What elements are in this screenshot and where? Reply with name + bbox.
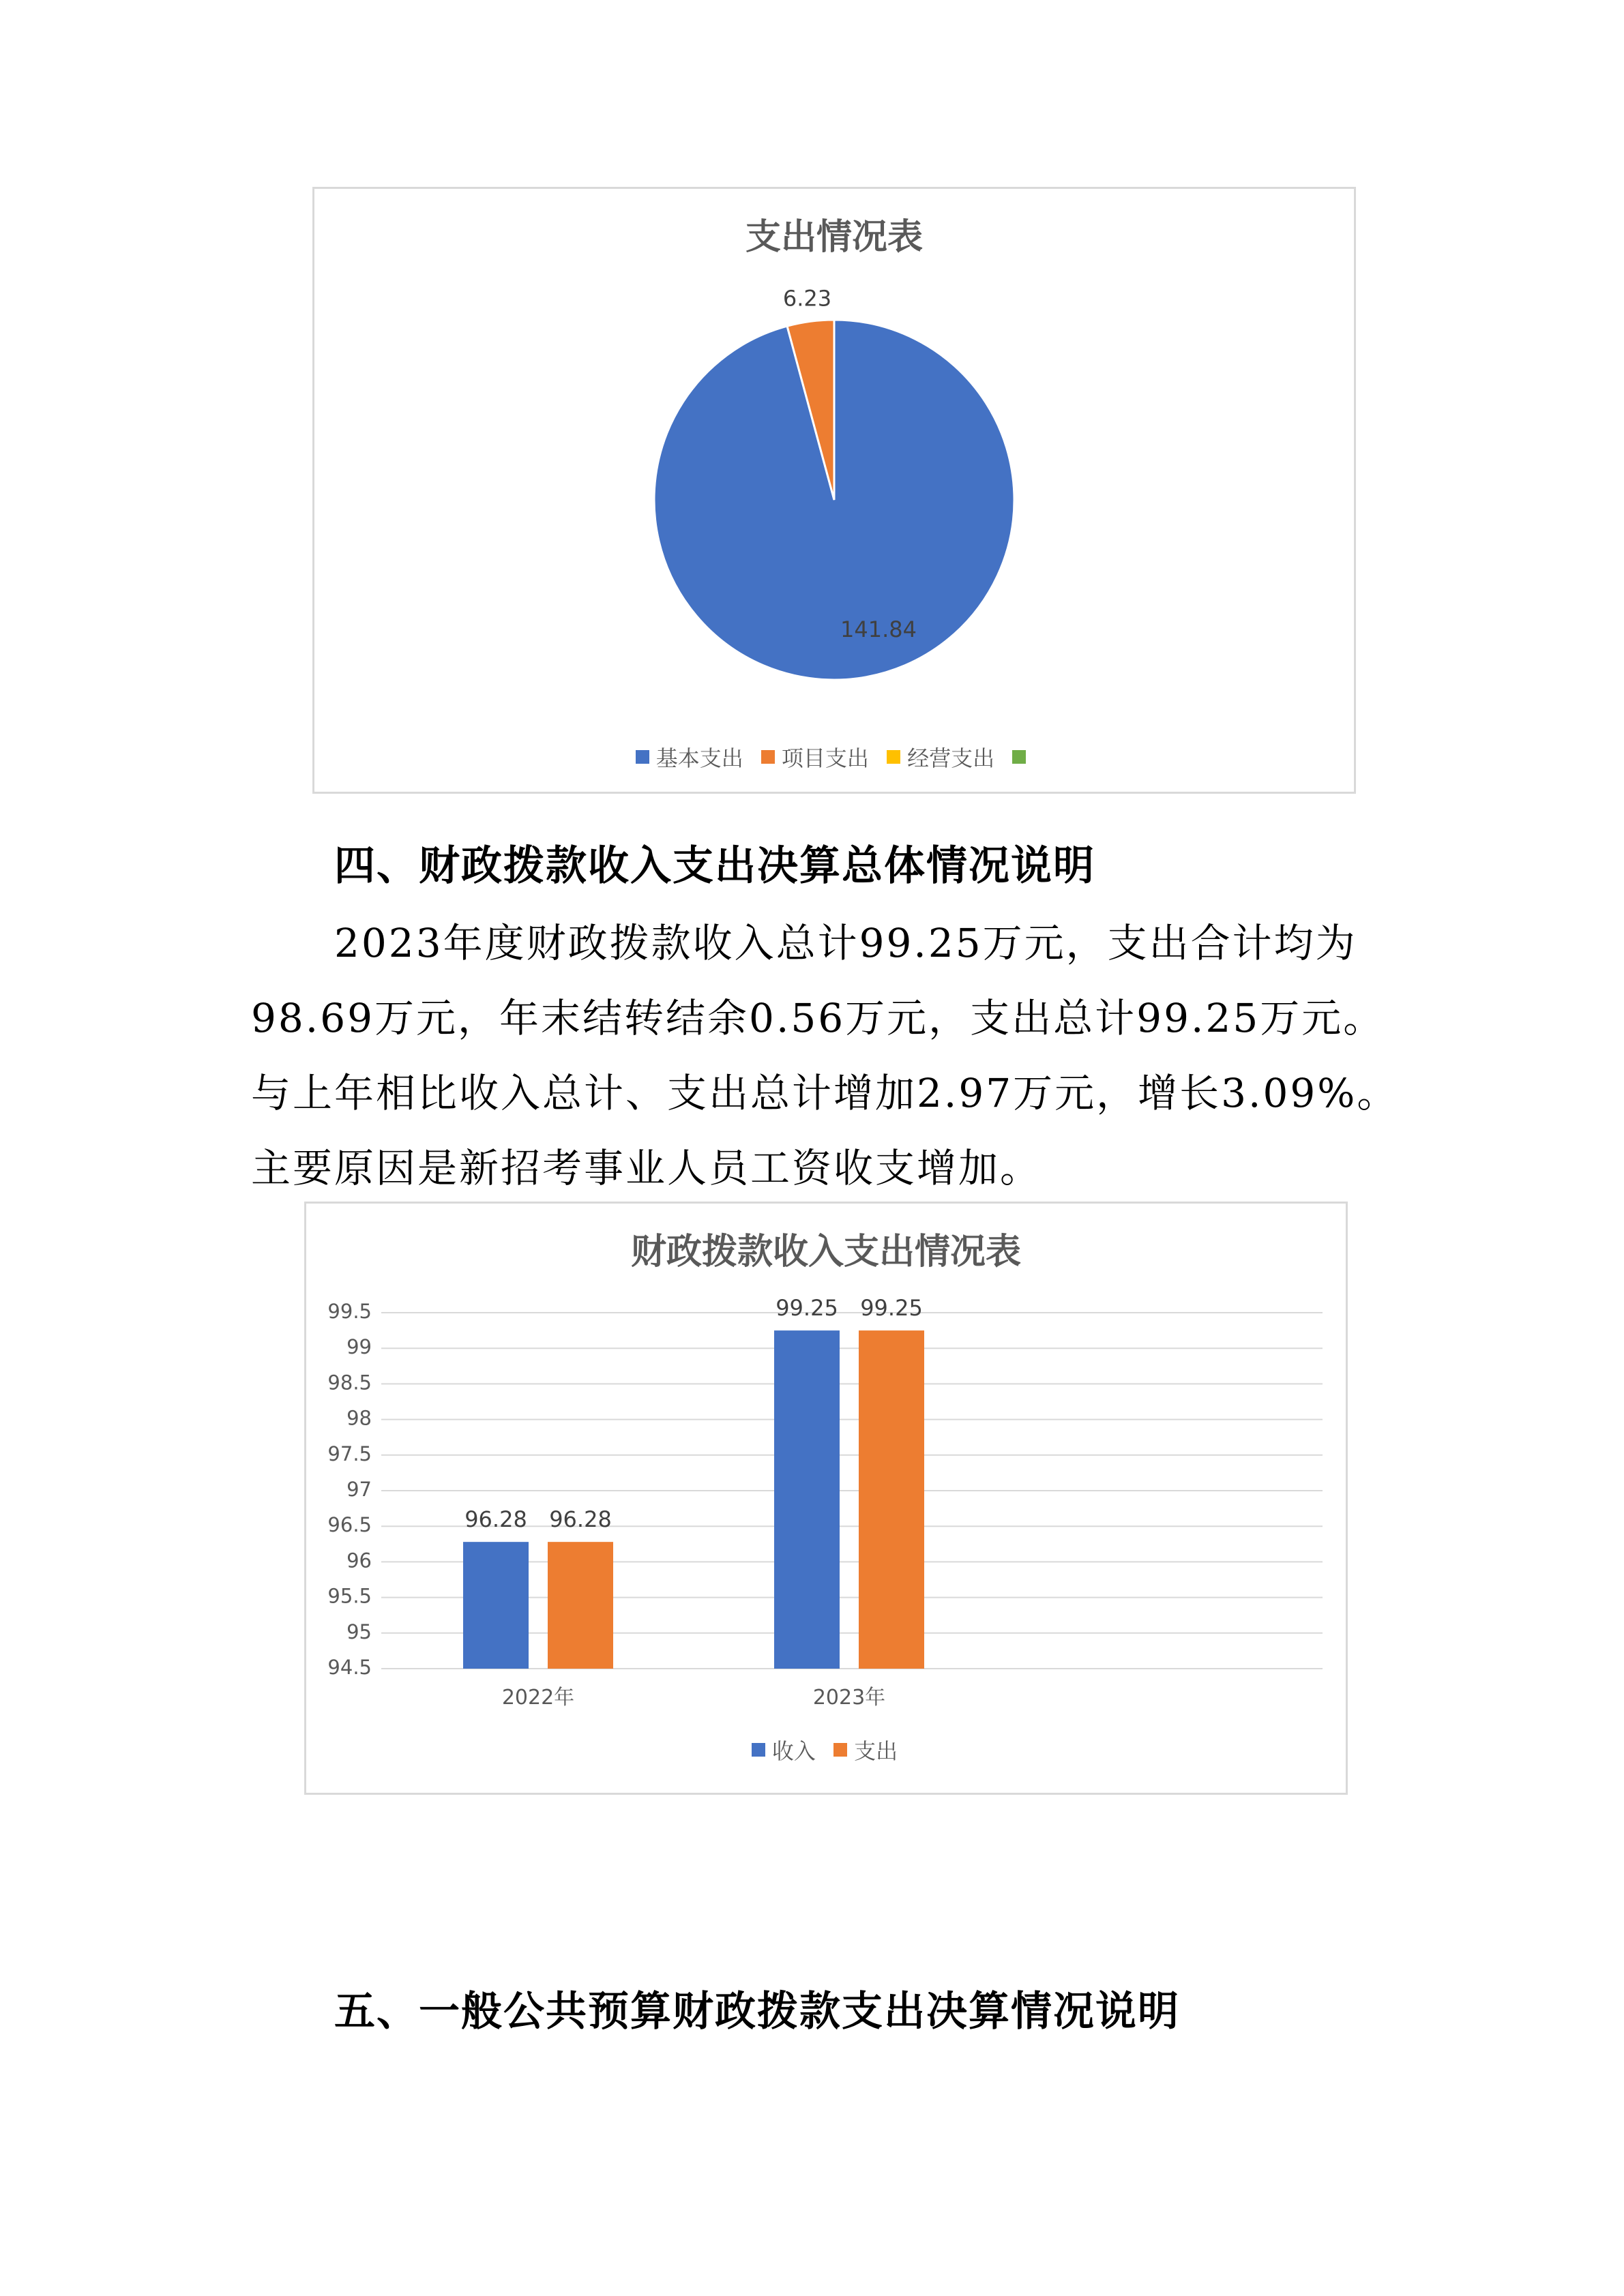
y-tick-label: 98.5	[327, 1371, 372, 1395]
pie-legend-item-basic	[636, 741, 746, 773]
legend-label: 项目支出	[781, 745, 869, 771]
y-tick-label: 95.5	[327, 1584, 372, 1608]
y-tick-label: 97.5	[327, 1442, 372, 1465]
y-tick-label: 99.5	[327, 1300, 372, 1323]
y-tick-label: 96.5	[327, 1513, 372, 1537]
pie-data-label: 6.23	[782, 285, 832, 312]
pie-chart-plot	[314, 189, 1354, 792]
pie-legend-item-operating	[887, 741, 997, 773]
bar-支出-2022年	[548, 1542, 613, 1669]
bar-收入-2023年	[774, 1330, 840, 1669]
bar-legend-item-income	[752, 1734, 818, 1765]
legend-label: 经营支出	[907, 745, 995, 771]
pie-legend	[314, 741, 1354, 773]
pie-legend-item-other	[1012, 750, 1033, 764]
legend-swatch-icon	[761, 750, 775, 764]
legend-label: 支出	[854, 1738, 898, 1764]
x-tick-label: 2023年	[812, 1686, 886, 1710]
legend-swatch-icon	[833, 1743, 847, 1757]
legend-swatch-icon	[887, 750, 900, 764]
section4-paragraph-line: 98.69万元，年末结转结余0.56万元，支出总计99.25万元。	[251, 995, 1385, 1041]
appropriation-bar-chart	[304, 1202, 1348, 1795]
bar-data-label: 99.25	[860, 1295, 923, 1322]
legend-swatch-icon	[1012, 750, 1026, 764]
y-tick-label: 96	[346, 1549, 372, 1572]
y-tick-label: 94.5	[327, 1656, 372, 1679]
bar-legend-item-expense	[833, 1734, 900, 1765]
bar-chart-plot	[306, 1204, 1346, 1793]
legend-swatch-icon	[752, 1743, 765, 1757]
expenditure-pie-chart	[312, 187, 1356, 794]
legend-label: 收入	[771, 1738, 816, 1764]
bar-data-label: 99.25	[776, 1295, 838, 1322]
bar-legend	[306, 1734, 1346, 1765]
y-tick-label: 98	[346, 1406, 372, 1430]
section5-heading: 五、一般公共预算财政拨款支出决算情况说明	[334, 1988, 1180, 2036]
legend-label: 基本支出	[655, 745, 743, 771]
section4-paragraph-line: 2023年度财政拨款收入总计99.25万元，支出合计均为	[334, 920, 1357, 966]
bar-支出-2023年	[859, 1330, 924, 1669]
pie-chart-title: 支出情况表	[745, 216, 923, 258]
bar-data-label: 96.28	[464, 1506, 527, 1533]
pie-legend-item-project	[761, 741, 872, 773]
y-tick-label: 97	[346, 1478, 372, 1501]
section4-paragraph-line: 主要原因是新招考事业人员工资收支增加。	[251, 1145, 1042, 1191]
bar-data-label: 96.28	[549, 1506, 612, 1533]
y-tick-label: 99	[346, 1335, 372, 1359]
pie-data-label: 141.84	[840, 616, 917, 642]
section4-heading: 四、财政拨款收入支出决算总体情况说明	[334, 842, 1095, 890]
y-tick-label: 95	[346, 1620, 372, 1643]
x-tick-label: 2022年	[501, 1686, 575, 1710]
legend-swatch-icon	[636, 750, 649, 764]
bar-收入-2022年	[463, 1542, 529, 1669]
section4-paragraph-line: 与上年相比收入总计、支出总计增加2.97万元，增长3.09%。	[251, 1070, 1399, 1116]
bar-chart-title: 财政拨款收入支出情况表	[630, 1231, 1021, 1272]
